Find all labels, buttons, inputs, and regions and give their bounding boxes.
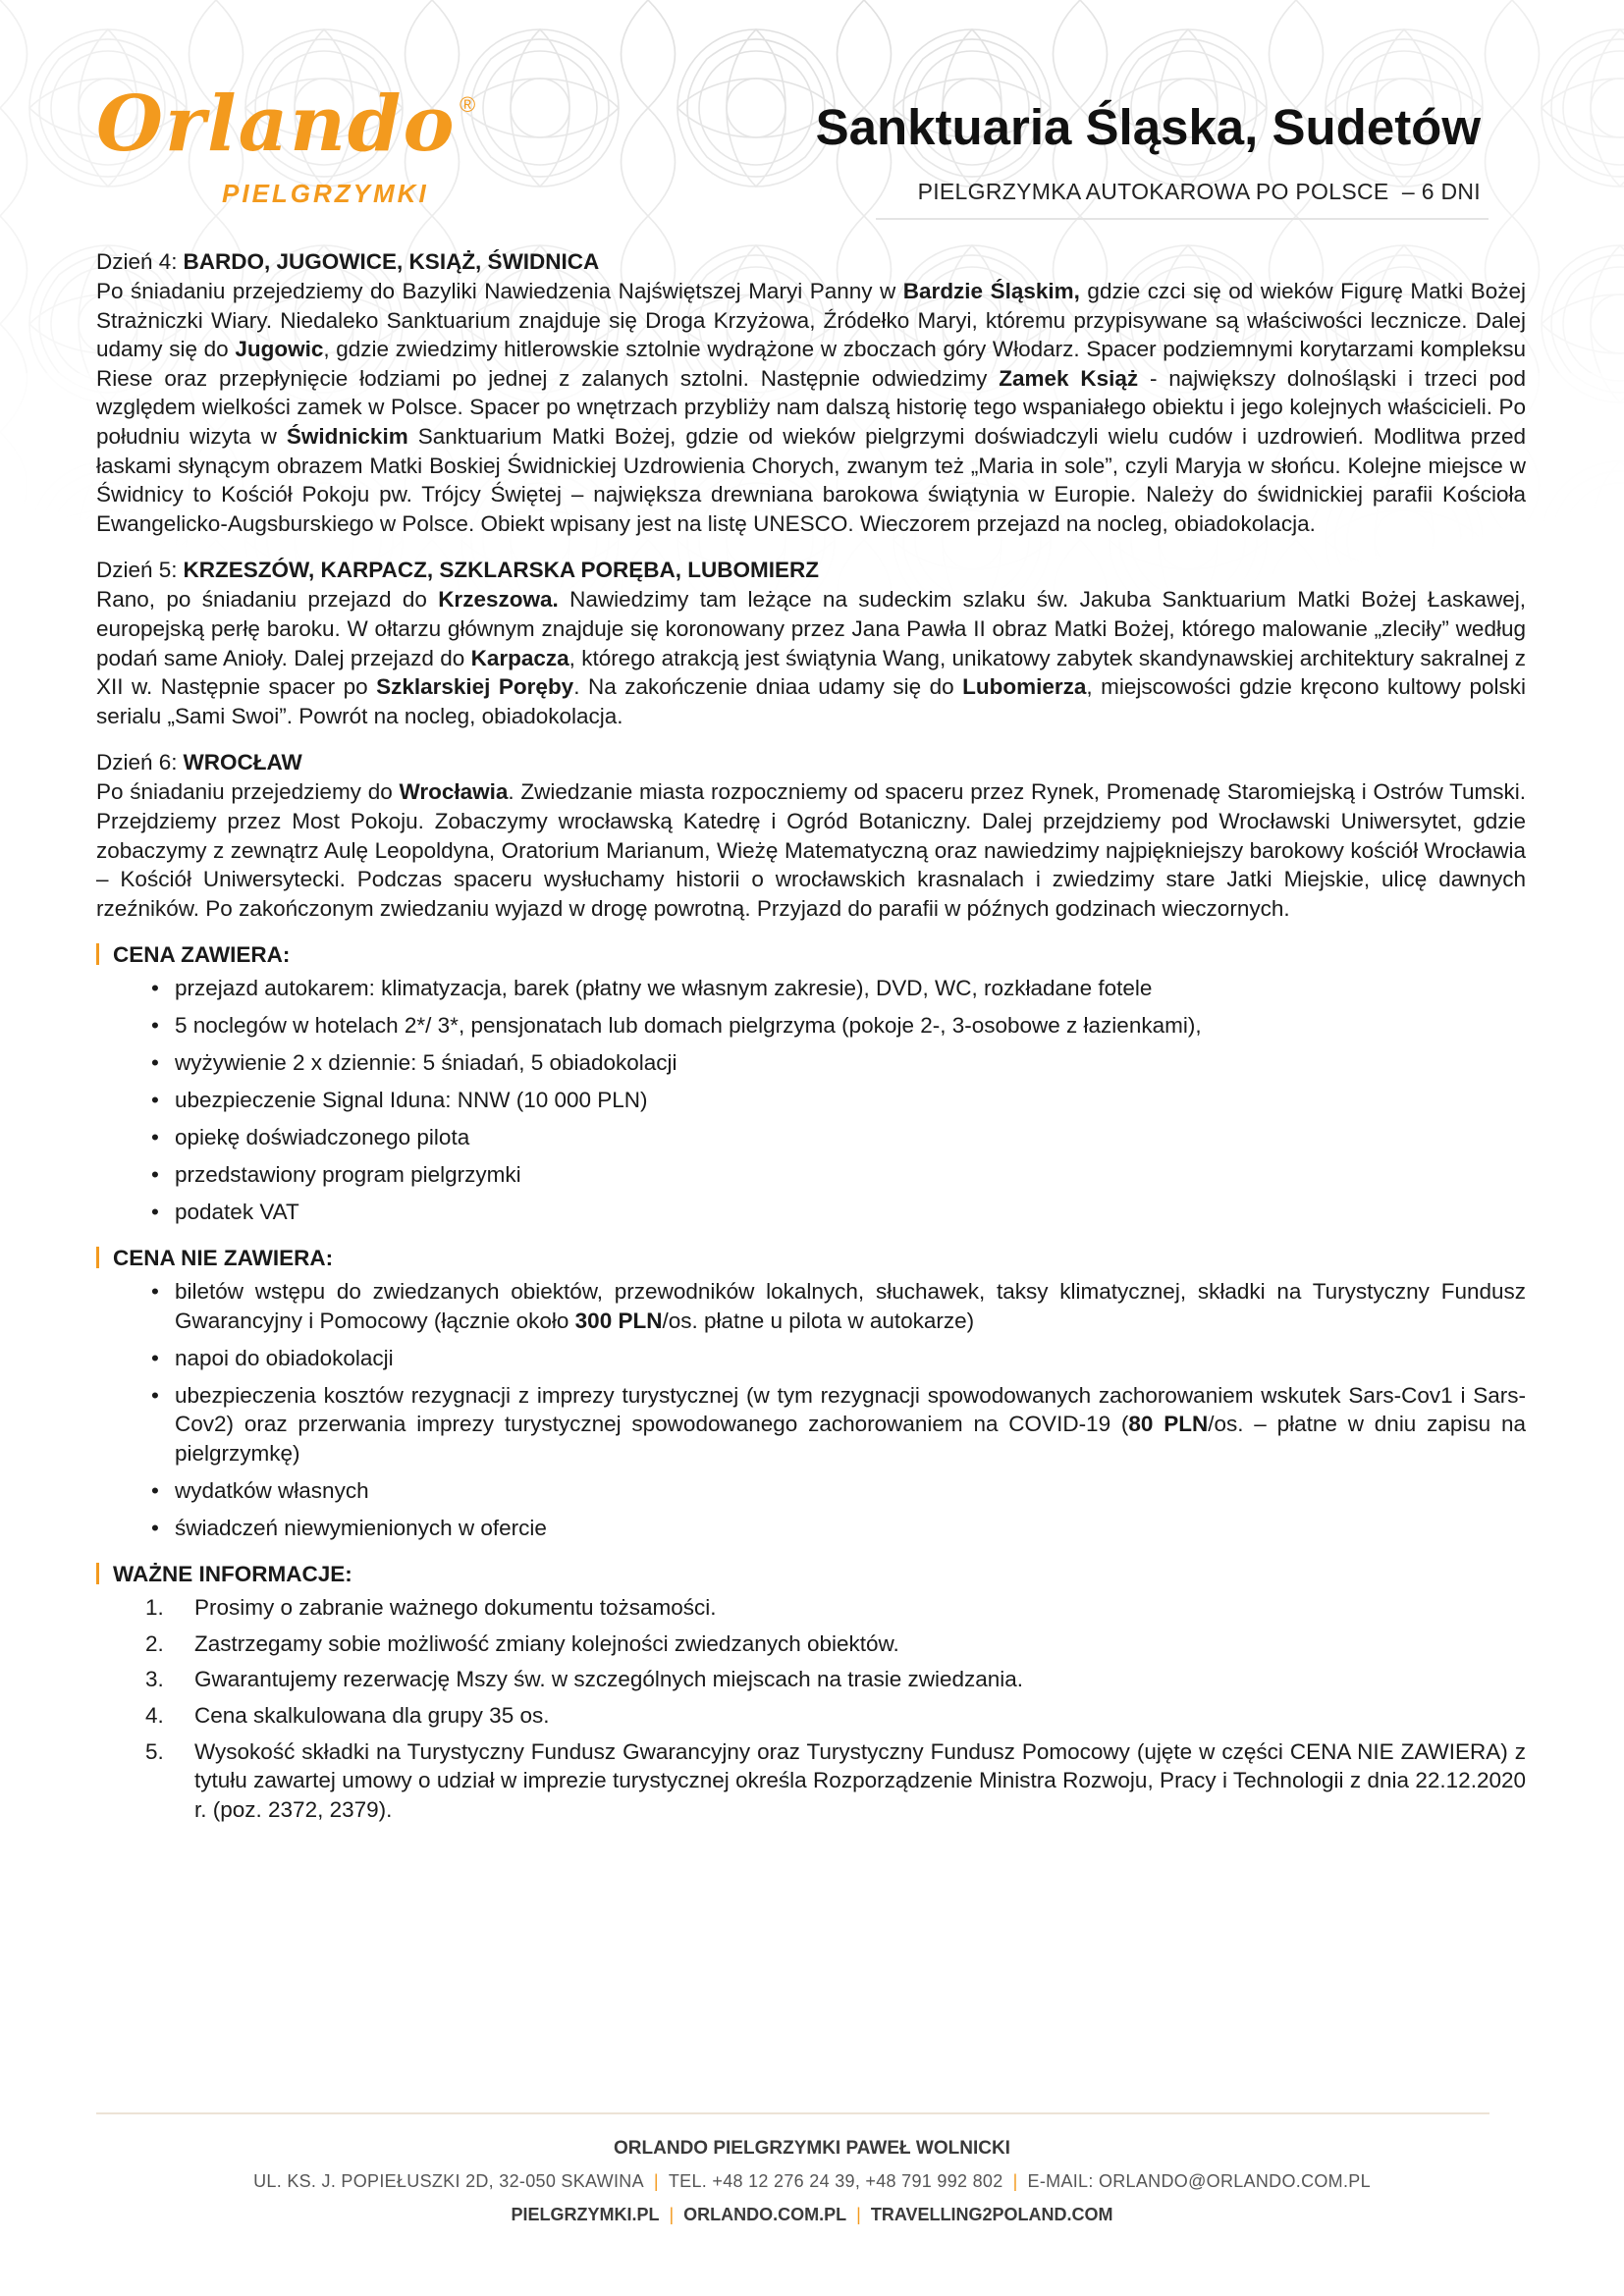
item-text: Wysokość składki na Turystyczny Fundusz Gwarancyjny oraz Turystyczny Fundusz Pomocowy (ujęte w części CENA NIE ZAWIERA) z tytułu zawartej umowy o udział w imprezie turystycznej określa Rozporządzenie Ministra Rozwoju, Pracy i Technologii z dnia 22.12.2020 r. (poz. 2372, 2379). — [194, 1738, 1526, 1822]
footer-separator: | — [856, 2205, 861, 2224]
footer-separator: | — [1012, 2171, 1018, 2191]
text-run: , gdzie zwiedzimy hitlerowskie sztolnie wydrążone w zboczach góry Włodarz. Spacer podziemnymi korytarzami kompleksu Riese oraz przepłynięcie łodziami po jednej z zalanych sztolni. Następnie odwiedzimy — [96, 337, 1527, 391]
itinerary-content — [96, 241, 1526, 1831]
bullet-icon: • — [151, 1382, 159, 1408]
accent-bar — [96, 1247, 99, 1268]
bold-text: Bardzie Śląskim, — [902, 279, 1080, 303]
list-item — [151, 1086, 1526, 1115]
excludes-list — [96, 1277, 1526, 1542]
bold-text: Szklarskiej Poręby — [376, 674, 574, 700]
bullet-icon: • — [151, 1345, 159, 1370]
list-item — [151, 1514, 1526, 1543]
bullet-icon: • — [151, 976, 159, 1001]
bullet-icon: • — [151, 1013, 159, 1039]
logo-wordmark: Orlando — [96, 80, 457, 169]
bullet-icon: • — [151, 1087, 159, 1112]
bold-text: Zamek Książ — [999, 365, 1139, 391]
day-description — [96, 777, 1526, 923]
item-text: Zastrzegamy sobie możliwość zmiany kolejności zwiedzanych obiektów. — [194, 1630, 899, 1656]
text-run: Rano, po śniadaniu przejazd do — [96, 587, 439, 613]
bold-text: Jugowic — [235, 337, 324, 362]
text-run: /os. płatne u pilota w autokarze) — [662, 1308, 975, 1333]
footer-contact — [0, 2171, 1624, 2192]
footer-address: UL. KS. J. POPIEŁUSZKI 2D, 32-050 SKAWINA — [253, 2171, 644, 2191]
numbered-item — [145, 1665, 1526, 1694]
day-label: Dzień 5: — [96, 558, 178, 583]
list-item — [151, 1344, 1526, 1373]
bullet-icon: • — [151, 1515, 159, 1540]
text-run: ubezpieczenia kosztów rezygnacji z imprezy turystycznej (w tym rezygnacji spowodowanych zachorowaniem wskutek Sars-Cov1 i Sars-Cov2) oraz przerwania imprezy turystycznej spowodowanego zachorowaniem na COVID-19 ( — [175, 1382, 1526, 1437]
list-item — [151, 1476, 1526, 1506]
list-item — [151, 1011, 1526, 1041]
footer-company: ORLANDO PIELGRZYMKI PAWEŁ WOLNICKI — [614, 2138, 1010, 2159]
bullet-icon: • — [151, 1199, 159, 1224]
text-run: opiekę doświadczonego pilota — [175, 1124, 470, 1149]
page-subtitle: PIELGRZYMKA AUTOKAROWA PO POLSCE – 6 DNI — [917, 179, 1481, 204]
day-title: BARDO, JUGOWICE, KSIĄŻ, ŚWIDNICA — [183, 249, 600, 274]
day-label: Dzień 6: — [96, 750, 178, 775]
bullet-icon: • — [151, 1124, 159, 1149]
item-number: 2. — [145, 1630, 164, 1656]
day-sections — [96, 247, 1526, 923]
footer-site-link[interactable]: PIELGRZYMKI.PL — [511, 2205, 660, 2224]
item-number: 1. — [145, 1595, 164, 1621]
footer-divider — [96, 2112, 1489, 2114]
excludes-heading: CENA NIE ZAWIERA: — [96, 1244, 1526, 1273]
day-title: KRZESZÓW, KARPACZ, SZKLARSKA PORĘBA, LUBOMIERZ — [183, 558, 820, 583]
text-run: wyżywienie 2 x dziennie: 5 śniadań, 5 obiadokolacji — [175, 1050, 677, 1076]
text-run: wydatków własnych — [175, 1477, 369, 1503]
numbered-item — [145, 1737, 1526, 1825]
list-item — [151, 1048, 1526, 1078]
bold-text: Świdnickim — [286, 423, 408, 449]
bold-text: 80 PLN — [1128, 1412, 1209, 1437]
info-list — [96, 1593, 1526, 1824]
list-item — [151, 1198, 1526, 1227]
logo-subtitle: PIELGRZYMKI — [222, 179, 429, 208]
registered-mark: ® — [460, 92, 476, 117]
text-run: . Zwiedzanie miasta rozpoczniemy od spaceru przez Rynek, Promenadę Staromiejską i Ostrów Tumski. Przejdziemy przez Most Pokoju. Zobaczymy wrocławską Katedrę i Ogród Botaniczny. Dalej przejdziemy pod Wrocławski Uniwersytet, gdzie zobaczymy z zewnątrz Aulę Leopoldyna, Oratorium Marianum, Wieżę Matematyczną oraz nawiedzimy najpiękniejszy barokowy kościół Wrocławia – Kościół Uniwersytecki. Podczas spaceru wysłuchamy historii o wrocławskich krasnalach i zwiedzimy stare Jatki Miejskie, ulicę dawnych rzeźników. Po zakończonym zwiedzaniu wyjazd w drogę powrotną. Przyjazd do parafii w późnych godzinach wieczornych. — [96, 779, 1526, 921]
accent-bar — [96, 943, 99, 965]
footer-separator: | — [653, 2171, 659, 2191]
day-heading — [96, 247, 1526, 277]
text-run: gdzie czci się od wieków Figurę Matki Bożej Strażniczki Wiary. Niedaleko Sanktuarium znajduje się Droga Krzyżowa, Źródełko Maryi, któremu przypisywane są właściwości lecznicze. Dalej udamy się do — [96, 279, 1526, 362]
numbered-item — [145, 1593, 1526, 1623]
item-text: Gwarantujemy rezerwację Mszy św. w szczególnych miejscach na trasie zwiedzania. — [194, 1667, 1024, 1692]
text-run: napoi do obiadokolacji — [175, 1345, 394, 1370]
bold-text: Lubomierza — [962, 674, 1087, 700]
item-text: Cena skalkulowana dla grupy 35 os. — [194, 1702, 550, 1728]
list-item — [151, 1160, 1526, 1190]
list-item — [151, 1123, 1526, 1152]
day-description — [96, 277, 1526, 538]
numbered-item — [145, 1629, 1526, 1659]
bullet-icon: • — [151, 1050, 159, 1076]
footer-email[interactable]: E-MAIL: ORLANDO@ORLANDO.COM.PL — [1027, 2171, 1371, 2191]
bold-text: Krzeszowa. — [438, 587, 559, 613]
footer-site-link[interactable]: ORLANDO.COM.PL — [683, 2205, 847, 2224]
item-number: 5. — [145, 1738, 164, 1764]
footer-site-link[interactable]: TRAVELLING2POLAND.COM — [870, 2205, 1113, 2224]
footer-phone: TEL. +48 12 276 24 39, +48 791 992 802 — [668, 2171, 1003, 2191]
item-number: 4. — [145, 1702, 164, 1728]
list-item — [151, 1277, 1526, 1335]
bold-text: Karpacza — [470, 645, 569, 670]
footer-websites — [0, 2205, 1624, 2225]
text-run: Po śniadaniu przejedziemy do — [96, 779, 400, 805]
includes-list — [96, 974, 1526, 1226]
day-title: WROCŁAW — [183, 750, 302, 775]
text-run: , miejscowości gdzie kręcono kultowy polski serialu „Sami Swoi”. Powrót na nocleg, obiadokolacja. — [96, 674, 1527, 728]
text-run: biletów wstępu do zwiedzanych obiektów, przewodników lokalnych, słuchawek, taksy klimatycznej, składki na Turystyczny Fundusz Gwarancyjny i Pomocowy (łącznie około — [175, 1279, 1526, 1333]
text-run: przedstawiony program pielgrzymki — [175, 1161, 521, 1187]
text-run: ubezpieczenie Signal Iduna: NNW (10 000 PLN) — [175, 1087, 648, 1112]
includes-heading: CENA ZAWIERA: — [96, 940, 1526, 970]
list-item — [151, 974, 1526, 1003]
text-run: świadczeń niewymienionych w ofercie — [175, 1515, 547, 1540]
accent-bar — [96, 1563, 99, 1584]
orlando-logo — [96, 80, 509, 214]
text-run: , którego atrakcją jest świątynia Wang, unikatowy zabytek skandynawskiej architektury sakralnej z XII w. Następnie spacer po — [96, 645, 1526, 700]
bullet-icon: • — [151, 1477, 159, 1503]
item-text: Prosimy o zabranie ważnego dokumentu tożsamości. — [194, 1595, 717, 1621]
text-run: Nawiedzimy tam leżące na sudeckim szlaku św. Jakuba Sanktuarium Matki Bożej Łaskawej, europejską perłę baroku. W ołtarzu głównym znajduje się koronowany przez Jana Pawła II obraz Matki Bożej, którego malowanie „zleciły” według podań same Anioły. Dalej przejazd do — [96, 587, 1526, 670]
item-number: 3. — [145, 1667, 164, 1692]
text-run: Sanktuarium Matki Bożej, gdzie od wieków pielgrzymi doświadczyli wielu cudów i uzdrowień. Modlitwa przed łaskami słynącym obrazem Matki Boskiej Świdnickiej Uzdrowienia Chorych, zwanym też „Maria in sole”, czyli Maryja w słońcu. Kolejne miejsce w Świdnicy to Kościół Pokoju pw. Trójcy Świętej – największa drewniana barokowa świątynia w Europie. Należy do świdnickiej parafii Kościoła Ewangelicko-Augsburskiego w Polsce. Obiekt wpisany jest na listę UNESCO. Wieczorem przejazd na nocleg, obiadokolacja. — [96, 423, 1527, 536]
day-heading — [96, 556, 1526, 585]
footer-separator: | — [669, 2205, 675, 2224]
text-run: 5 noclegów w hotelach 2*/ 3*, pensjonatach lub domach pielgrzyma (pokoje 2-, 3-osobowe z łazienkami), — [175, 1013, 1202, 1039]
text-run: - największy dolnośląski i trzeci pod względem wielkości zamek w Polsce. Spacer po wnętrzach przybliży nam dalszą historię tego wspaniałego obiektu i jego kolejnych właścicieli. Po południu wizyta w — [96, 365, 1526, 449]
bullet-icon: • — [151, 1161, 159, 1187]
text-run: /os. – płatne w dniu zapisu na pielgrzymkę) — [175, 1412, 1527, 1466]
page-title: Sanktuaria Śląska, Sudetów — [815, 99, 1481, 155]
day-label: Dzień 4: — [96, 249, 178, 274]
day-description — [96, 585, 1526, 730]
bullet-icon: • — [151, 1279, 159, 1305]
list-item — [151, 1381, 1527, 1468]
day-heading — [96, 748, 1526, 777]
numbered-item — [145, 1701, 1526, 1731]
text-run: przejazd autokarem: klimatyzacja, barek (płatny we własnym zakresie), DVD, WC, rozkładane fotele — [175, 976, 1153, 1001]
info-heading: WAŻNE INFORMACJE: — [96, 1560, 1526, 1589]
text-run: . Na zakończenie dniaa udamy się do — [573, 674, 963, 700]
text-run: podatek VAT — [175, 1199, 299, 1224]
bold-text: 300 PLN — [574, 1308, 663, 1333]
bold-text: Wrocławia — [399, 779, 509, 805]
text-run: Po śniadaniu przejedziemy do Bazyliki Nawiedzenia Najświętszej Maryi Panny w — [96, 279, 903, 303]
title-divider — [876, 218, 1489, 220]
